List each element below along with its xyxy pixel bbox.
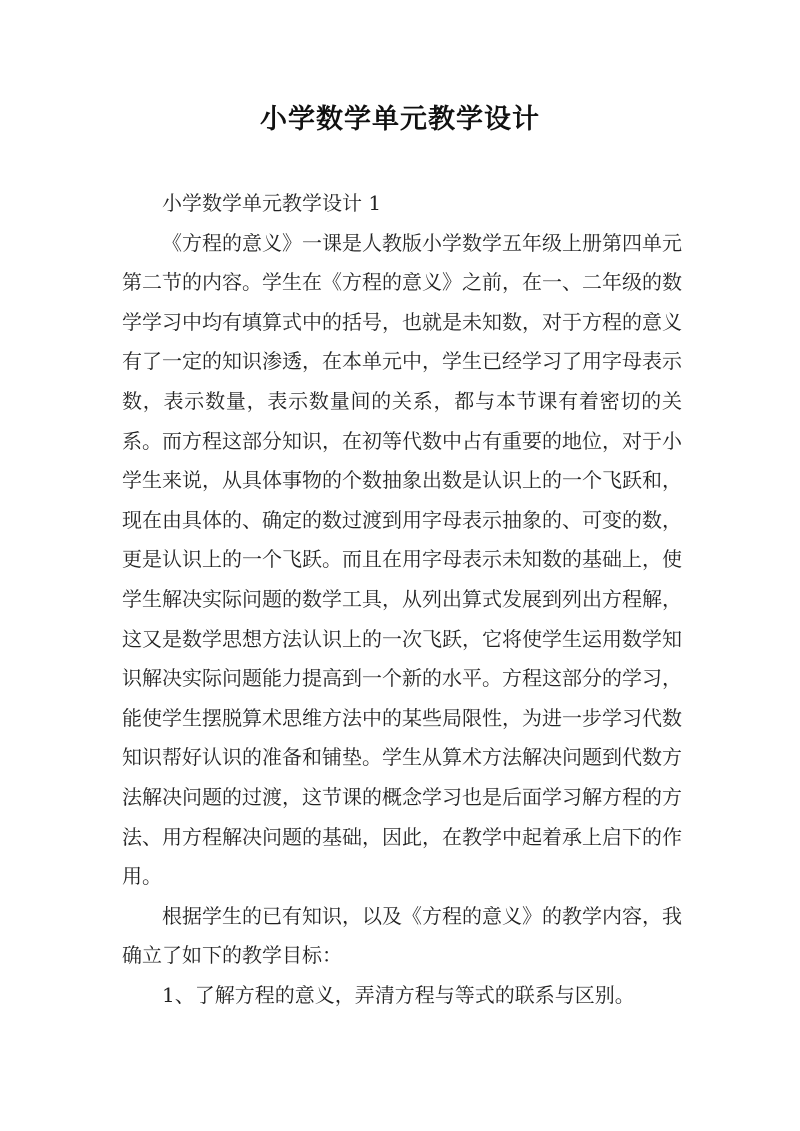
document-body bbox=[122, 184, 682, 1015]
body-paragraph: 根据学生的已有知识，以及《方程的意义》的教学内容，我确立了如下的教学目标： bbox=[122, 903, 682, 968]
section-heading: 小学数学单元教学设计 1 bbox=[162, 191, 382, 215]
body-paragraph: 1、了解方程的意义，弄清方程与等式的联系与区别。 bbox=[162, 982, 635, 1007]
document-title: 小学数学单元教学设计 bbox=[260, 104, 540, 135]
body-paragraph: 《方程的意义》一课是人教版小学数学五年级上册第四单元第二节的内容。学生在《方程的意义》之前，在一、二年级的数学学习中均有填算式中的括号，也就是未知数，对于方程的意义有了一定的知识渗透，在本单元中，学生已经学习了用字母表示数，表示数量，表示数量间的关系，都与本节课有着密切的关系。而方程这部分知识，在初等代数中占有重要的地位，对于小学生来说，从具体事物的个数抽象出数是认识上的一个飞跃和，现在由具体的、确定的数过渡到用字母表示抽象的、可变的数，更是认识上的一个飞跃。而且在用字母表示未知数的基础上，使学生解决实际问题的数学工具，从列出算式发展到列出方程解，这又是数学思想方法认识上的一次飞跃，它将使学生运用数学知识解决实际问题能力提高到一个新的水平。方程这部分的学习，能使学生摆脱算术思维方法中的某些局限性，为进一步学习代数知识帮好认识的准备和铺垫。学生从算术方法解决问题到代数方法解决问题的过渡，这节课的概念学习也是后面学习解方程的方法、用方程解决问题的基础，因此，在教学中起着承上启下的作用。 bbox=[122, 230, 682, 889]
